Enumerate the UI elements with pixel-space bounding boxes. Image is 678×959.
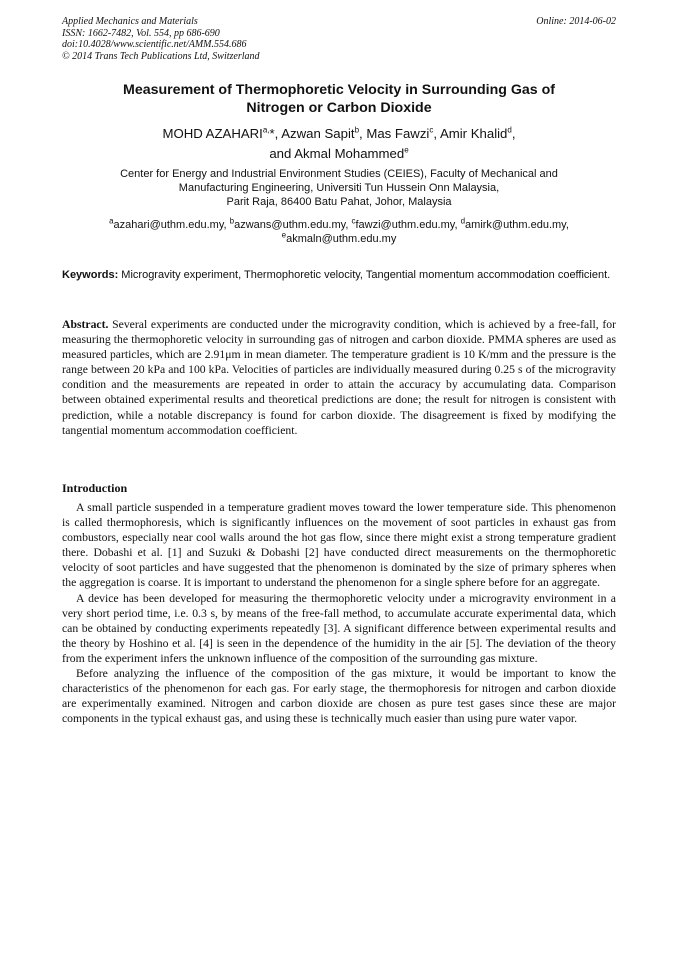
author-separator: , xyxy=(359,126,367,141)
abstract-label: Abstract. xyxy=(62,318,109,331)
affiliation-line-3: Parit Raja, 86400 Batu Pahat, Johor, Malaysia xyxy=(226,196,452,208)
abstract-block xyxy=(62,317,616,438)
body-paragraph: A device has been developed for measuring the thermophoretic velocity under a microgravity environment in a very short period time, i.e. 0.3 s, by means of the free-fall method, to accumulate accurate experimental data, which can be obtained by conducting experiments repeatedly [3]. A significant difference between experimental results and the theory by Hoshino et al. [4] is seen in the dependence of the humidity in the air [5]. The deviation of the theory from the experiment infers the unknown influence of the composition of the surrounding gas mixture. xyxy=(62,591,616,665)
author-name: Mas Fawzi xyxy=(366,126,430,141)
email-mark: d xyxy=(460,216,466,226)
keywords-text: Microgravity experiment, Thermophoretic velocity, Tangential momentum accommodation coefficient. xyxy=(118,269,611,281)
keywords-block xyxy=(62,268,616,282)
email-line-2 xyxy=(62,232,616,246)
body-paragraph: Before analyzing the influence of the composition of the gas mixture, it would be important to know the characteristics of the phenomenon for each gas. For early stage, the thermophoresis for nitrogen and carbon dioxide are experimentally examined. Nitrogen and carbon dioxide are chosen as pure test gases since these are major components in the typical exhaust gas, and using these is technically much easier than using pure water vapor. xyxy=(62,667,616,726)
email-address: azahari@uthm.edu.my xyxy=(113,219,224,231)
paper-title-line-1: Measurement of Thermophoretic Velocity in Surrounding Gas of xyxy=(123,82,555,98)
email-item xyxy=(229,216,346,231)
email-separator: , xyxy=(565,219,569,231)
email-item xyxy=(281,230,397,245)
copyright-line: © 2014 Trans Tech Publications Ltd, Switzerland xyxy=(62,50,260,62)
email-mark: b xyxy=(229,216,235,226)
body-paragraph: A small particle suspended in a temperature gradient moves toward the lower temperature side. This phenomenon is called thermophoresis, which is significantly influences on the movement of soot particles in exhaust gas from combustors, especially near cool walls around the hot gas flow, since there might exist a strong temperature gradient there. Dobashi et al. [1] and Suzuki & Dobashi [2] have conducted direct measurements on the thermophoretic velocity of soot particles and have suggested that the phenomenon is dominated by the size of primary spheres when the aggregation is coarse. It is important to understand the phenomenon for a single sphere before for an aggregate. xyxy=(62,501,616,590)
author-line-2 xyxy=(62,144,616,164)
journal-name: Applied Mechanics and Materials xyxy=(62,16,198,27)
author-mark: b xyxy=(354,125,360,135)
keywords-label: Keywords: xyxy=(62,269,119,281)
email-separator: , xyxy=(454,219,461,231)
paper-title xyxy=(62,81,616,117)
author-list xyxy=(62,124,616,164)
email-address: azwans@uthm.edu.my xyxy=(234,219,346,231)
section-heading-introduction: Introduction xyxy=(62,481,128,495)
email-address: akmaln@uthm.edu.my xyxy=(286,233,397,245)
author-separator: , xyxy=(433,126,440,141)
email-item xyxy=(351,216,455,231)
email-item xyxy=(460,216,566,231)
abstract-text: Several experiments are conducted under the microgravity condition, which is achieved by a free-fall, for measuring the thermophoretic velocity in surrounding gas of nitrogen and carbon dioxide. PMMA spheres are used as measured particles, which are 2.91μm in mean diameter. The temperature gradient is 10 K/mm and the pressure is the range between 20 kPa and 100 kPa. Velocities of particles are individually measured during 0.25 s of the microgravity condition and the measurements are repeated in order to attain the accuracy by accumulating data. Comparison between obtained experimental results and theoretical predictions are done; the result for nitrogen is consistent with prediction, while a notable discrepancy is found for carbon dioxide. The disagreement is fixed by modifying the tangential momentum accommodation coefficient. xyxy=(62,318,616,437)
journal-header xyxy=(62,16,616,62)
email-mark: e xyxy=(281,230,287,240)
email-item xyxy=(109,216,224,231)
author-name: Azwan Sapit xyxy=(281,126,355,141)
email-separator: , xyxy=(345,219,352,231)
online-date: Online: 2014-06-02 xyxy=(536,16,616,27)
email-mark: c xyxy=(351,216,356,226)
affiliation-line-2: Manufacturing Engineering, Universiti Tun Hussein Onn Malaysia, xyxy=(178,182,500,194)
email-address: amirk@uthm.edu.my xyxy=(465,219,566,231)
email-separator: , xyxy=(223,219,230,231)
paper-title-line-2: Nitrogen or Carbon Dioxide xyxy=(246,100,432,116)
author-separator: , xyxy=(511,126,516,141)
affiliation xyxy=(62,167,616,209)
author-name: Amir Khalid xyxy=(439,126,508,141)
author-mark: a, xyxy=(262,125,270,135)
author-emails xyxy=(62,218,616,246)
author-mark: e xyxy=(404,145,409,155)
email-mark: a xyxy=(109,216,114,226)
author-mark: c xyxy=(429,125,434,135)
author-separator: *, xyxy=(269,126,282,141)
author-name: MOHD AZAHARI xyxy=(162,126,263,141)
introduction-body xyxy=(62,500,616,726)
doi-line: doi:10.4028/www.scientific.net/AMM.554.686 xyxy=(62,39,247,50)
email-line-1 xyxy=(62,218,616,232)
affiliation-line-1: Center for Energy and Industrial Environment Studies (CEIES), Faculty of Mechanical and xyxy=(120,168,558,180)
email-address: fawzi@uthm.edu.my xyxy=(355,219,455,231)
author-name: and Akmal Mohammed xyxy=(269,146,405,161)
author-mark: d xyxy=(507,125,512,135)
author-line-1 xyxy=(62,124,616,144)
issn-line: ISSN: 1662-7482, Vol. 554, pp 686-690 xyxy=(62,27,220,39)
